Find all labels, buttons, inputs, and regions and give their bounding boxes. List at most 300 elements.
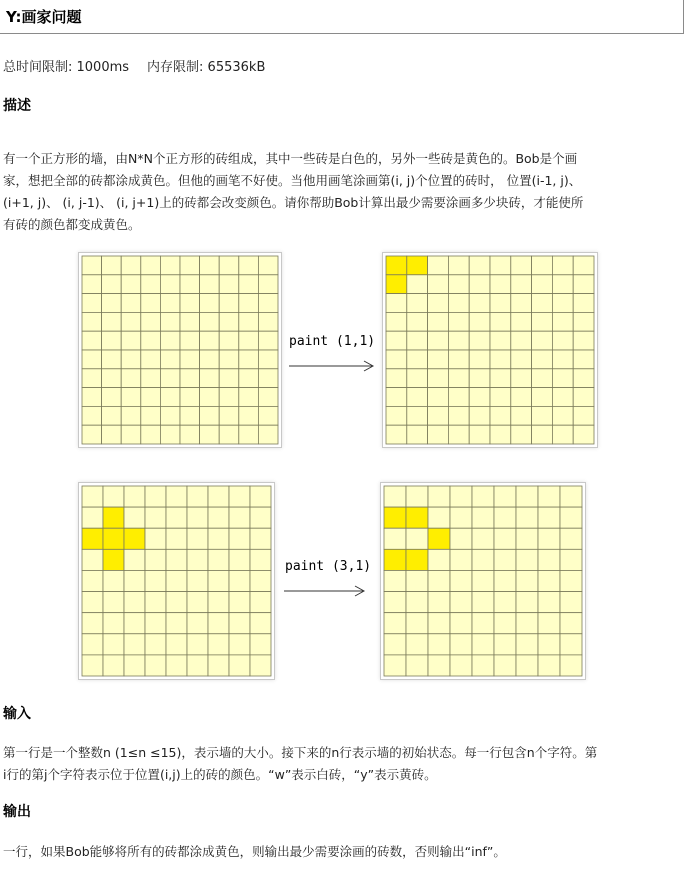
white-tile [166,507,187,528]
white-tile [573,406,594,425]
white-tile [538,570,560,591]
white-tile [469,425,490,444]
yellow-tile [103,549,124,570]
white-tile [428,388,449,407]
white-tile [219,350,239,369]
white-tile [384,613,406,634]
white-tile [82,425,102,444]
white-tile [573,256,594,275]
white-tile [180,350,200,369]
white-tile [552,350,573,369]
white-tile [141,312,161,331]
white-tile [200,350,220,369]
white-tile [428,425,449,444]
white-tile [494,570,516,591]
white-tile [145,528,166,549]
white-tile [82,592,103,613]
white-tile [187,549,208,570]
white-tile [552,294,573,313]
white-tile [124,634,145,655]
white-tile [250,592,271,613]
yellow-tile [384,507,406,528]
white-tile [490,331,511,350]
white-tile [219,369,239,388]
white-tile [208,634,229,655]
white-tile [180,312,200,331]
white-tile [538,549,560,570]
white-tile [103,613,124,634]
white-tile [258,369,278,388]
white-tile [145,549,166,570]
white-tile [407,350,428,369]
white-tile [141,275,161,294]
figure1-before-panel [78,252,282,448]
white-tile [407,425,428,444]
yellow-tile [428,528,450,549]
white-tile [200,256,220,275]
white-tile [82,507,103,528]
white-tile [258,350,278,369]
white-tile [472,528,494,549]
white-tile [538,592,560,613]
white-tile [121,425,141,444]
white-tile [160,275,180,294]
white-tile [124,613,145,634]
white-tile [494,486,516,507]
white-tile [552,369,573,388]
white-tile [141,388,161,407]
white-tile [124,507,145,528]
input-text [3,742,675,786]
white-tile [448,388,469,407]
white-tile [494,549,516,570]
white-tile [552,256,573,275]
white-tile [239,331,259,350]
white-tile [448,369,469,388]
white-tile [229,634,250,655]
white-tile [250,507,271,528]
white-tile [428,406,449,425]
white-tile [82,634,103,655]
white-tile [450,655,472,676]
white-tile [384,592,406,613]
white-tile [428,570,450,591]
white-tile [448,425,469,444]
white-tile [384,655,406,676]
white-tile [406,655,428,676]
description-line: 有砖的颜色都变成黄色。 [3,217,141,232]
white-tile [229,613,250,634]
white-tile [406,592,428,613]
white-tile [200,312,220,331]
white-tile [560,655,582,676]
white-tile [573,312,594,331]
white-tile [428,331,449,350]
white-tile [490,369,511,388]
white-tile [141,350,161,369]
white-tile [258,331,278,350]
white-tile [121,312,141,331]
yellow-tile [407,256,428,275]
white-tile [386,425,407,444]
white-tile [450,570,472,591]
white-tile [407,331,428,350]
white-tile [450,507,472,528]
white-tile [532,275,553,294]
white-tile [538,634,560,655]
white-tile [407,312,428,331]
white-tile [121,331,141,350]
white-tile [124,655,145,676]
white-tile [490,388,511,407]
white-tile [166,486,187,507]
yellow-tile [406,507,428,528]
figure1-caption: paint (1,1) [289,334,376,349]
white-tile [166,549,187,570]
white-tile [511,275,532,294]
white-tile [180,388,200,407]
white-tile [121,256,141,275]
white-tile [428,369,449,388]
white-tile [219,275,239,294]
white-tile [239,256,259,275]
white-tile [516,507,538,528]
white-tile [511,406,532,425]
white-tile [102,406,122,425]
white-tile [187,528,208,549]
white-tile [469,406,490,425]
white-tile [494,592,516,613]
white-tile [428,486,450,507]
input-line: i行的第j个字符表示位于位置(i,j)上的砖的颜色。“w”表示白砖，“y”表示黄砖。 [3,767,437,782]
white-tile [516,655,538,676]
white-tile [124,592,145,613]
white-tile [82,369,102,388]
white-tile [239,406,259,425]
white-tile [490,312,511,331]
white-tile [160,256,180,275]
white-tile [160,369,180,388]
white-tile [239,425,259,444]
white-tile [145,486,166,507]
white-tile [448,406,469,425]
yellow-tile [386,275,407,294]
white-tile [472,507,494,528]
white-tile [516,634,538,655]
white-tile [180,275,200,294]
white-tile [239,388,259,407]
white-tile [121,406,141,425]
white-tile [450,486,472,507]
white-tile [448,350,469,369]
white-tile [145,570,166,591]
white-tile [121,369,141,388]
white-tile [82,275,102,294]
white-tile [450,634,472,655]
figure2-arrow [283,583,373,599]
white-tile [82,388,102,407]
white-tile [386,388,407,407]
white-tile [448,312,469,331]
white-tile [469,369,490,388]
yellow-tile [82,528,103,549]
white-tile [511,369,532,388]
white-tile [82,570,103,591]
white-tile [386,369,407,388]
white-tile [516,486,538,507]
white-tile [428,613,450,634]
white-tile [141,369,161,388]
white-tile [229,528,250,549]
white-tile [121,294,141,313]
white-tile [187,634,208,655]
white-tile [102,294,122,313]
white-tile [428,592,450,613]
white-tile [160,406,180,425]
page-title: Y:画家问题 [6,8,82,26]
white-tile [250,486,271,507]
white-tile [229,570,250,591]
white-tile [469,350,490,369]
white-tile [532,425,553,444]
white-tile [219,312,239,331]
output-text [3,841,675,863]
white-tile [511,256,532,275]
white-tile [141,331,161,350]
white-tile [82,256,102,275]
white-tile [560,507,582,528]
white-tile [428,507,450,528]
white-tile [180,256,200,275]
white-tile [145,592,166,613]
white-tile [560,570,582,591]
white-tile [187,486,208,507]
white-tile [160,425,180,444]
figure2-before-grid [79,483,274,679]
white-tile [560,486,582,507]
white-tile [532,256,553,275]
white-tile [82,350,102,369]
white-tile [538,613,560,634]
figure1-before-grid [79,253,281,447]
limits [3,59,265,77]
white-tile [103,486,124,507]
white-tile [494,528,516,549]
white-tile [180,294,200,313]
white-tile [490,425,511,444]
yellow-tile [386,256,407,275]
white-tile [469,294,490,313]
white-tile [200,406,220,425]
white-tile [208,655,229,676]
white-tile [160,312,180,331]
white-tile [490,294,511,313]
white-tile [386,406,407,425]
white-tile [200,331,220,350]
white-tile [448,294,469,313]
white-tile [82,486,103,507]
white-tile [208,570,229,591]
white-tile [386,331,407,350]
output-heading: 输出 [3,804,31,820]
white-tile [258,425,278,444]
white-tile [200,294,220,313]
white-tile [450,528,472,549]
white-tile [208,549,229,570]
white-tile [166,634,187,655]
white-tile [250,528,271,549]
white-tile [219,425,239,444]
white-tile [82,312,102,331]
white-tile [532,369,553,388]
white-tile [386,350,407,369]
yellow-tile [103,528,124,549]
white-tile [145,613,166,634]
white-tile [511,294,532,313]
white-tile [145,634,166,655]
white-tile [428,256,449,275]
figure1-after-panel [382,252,598,448]
white-tile [121,388,141,407]
white-tile [494,634,516,655]
white-tile [208,592,229,613]
white-tile [469,256,490,275]
white-tile [384,486,406,507]
white-tile [450,613,472,634]
white-tile [532,406,553,425]
time-limit: 总时间限制: 1000ms [3,60,130,75]
white-tile [490,406,511,425]
white-tile [219,256,239,275]
white-tile [258,406,278,425]
white-tile [406,613,428,634]
white-tile [258,256,278,275]
white-tile [472,613,494,634]
white-tile [82,406,102,425]
white-tile [187,592,208,613]
white-tile [141,294,161,313]
description-text [3,148,675,236]
white-tile [124,570,145,591]
white-tile [82,294,102,313]
yellow-tile [406,549,428,570]
white-tile [552,388,573,407]
white-tile [448,256,469,275]
white-tile [560,592,582,613]
white-tile [239,275,259,294]
white-tile [102,369,122,388]
white-tile [511,388,532,407]
white-tile [239,294,259,313]
white-tile [166,592,187,613]
description-line: (i+1, j)、 (i, j-1)、 (i, j+1)上的砖都会改变颜色。请你帮助Bob计算出最少需要涂画多少块砖，才能使所 [3,195,584,210]
white-tile [573,350,594,369]
white-tile [511,331,532,350]
white-tile [102,388,122,407]
white-tile [208,528,229,549]
white-tile [200,388,220,407]
white-tile [407,388,428,407]
white-tile [102,350,122,369]
white-tile [494,655,516,676]
white-tile [573,331,594,350]
white-tile [428,549,450,570]
white-tile [469,312,490,331]
white-tile [560,613,582,634]
white-tile [160,388,180,407]
white-tile [552,275,573,294]
white-tile [511,425,532,444]
white-tile [560,528,582,549]
white-tile [386,294,407,313]
white-tile [538,655,560,676]
white-tile [428,350,449,369]
white-tile [180,331,200,350]
white-tile [490,350,511,369]
white-tile [384,634,406,655]
white-tile [219,294,239,313]
white-tile [145,655,166,676]
white-tile [187,570,208,591]
white-tile [406,528,428,549]
white-tile [250,634,271,655]
yellow-tile [384,549,406,570]
white-tile [560,634,582,655]
white-tile [472,570,494,591]
white-tile [552,312,573,331]
white-tile [180,406,200,425]
white-tile [102,312,122,331]
description-line: 家，想把全部的砖都涂成黄色。但他的画笔不好使。当他用画笔涂画第(i, j)个位置的砖时， 位置(i-1, j)、 [3,173,582,188]
white-tile [532,388,553,407]
white-tile [258,275,278,294]
white-tile [573,425,594,444]
white-tile [187,655,208,676]
white-tile [472,655,494,676]
white-tile [141,256,161,275]
white-tile [187,613,208,634]
white-tile [258,294,278,313]
white-tile [160,350,180,369]
yellow-tile [124,528,145,549]
white-tile [102,425,122,444]
white-tile [516,528,538,549]
white-tile [407,275,428,294]
white-tile [552,425,573,444]
white-tile [180,369,200,388]
white-tile [560,549,582,570]
white-tile [511,312,532,331]
white-tile [102,275,122,294]
input-heading: 输入 [3,706,31,722]
figure1-arrow [288,358,378,374]
white-tile [102,331,122,350]
white-tile [538,507,560,528]
white-tile [180,425,200,444]
memory-limit: 内存限制: 65536kB [147,60,266,75]
white-tile [103,570,124,591]
title-bar [0,0,684,34]
white-tile [450,592,472,613]
white-tile [208,613,229,634]
white-tile [573,294,594,313]
white-tile [384,570,406,591]
figure2-before-panel [78,482,275,680]
white-tile [103,592,124,613]
white-tile [229,549,250,570]
white-tile [384,528,406,549]
white-tile [538,528,560,549]
